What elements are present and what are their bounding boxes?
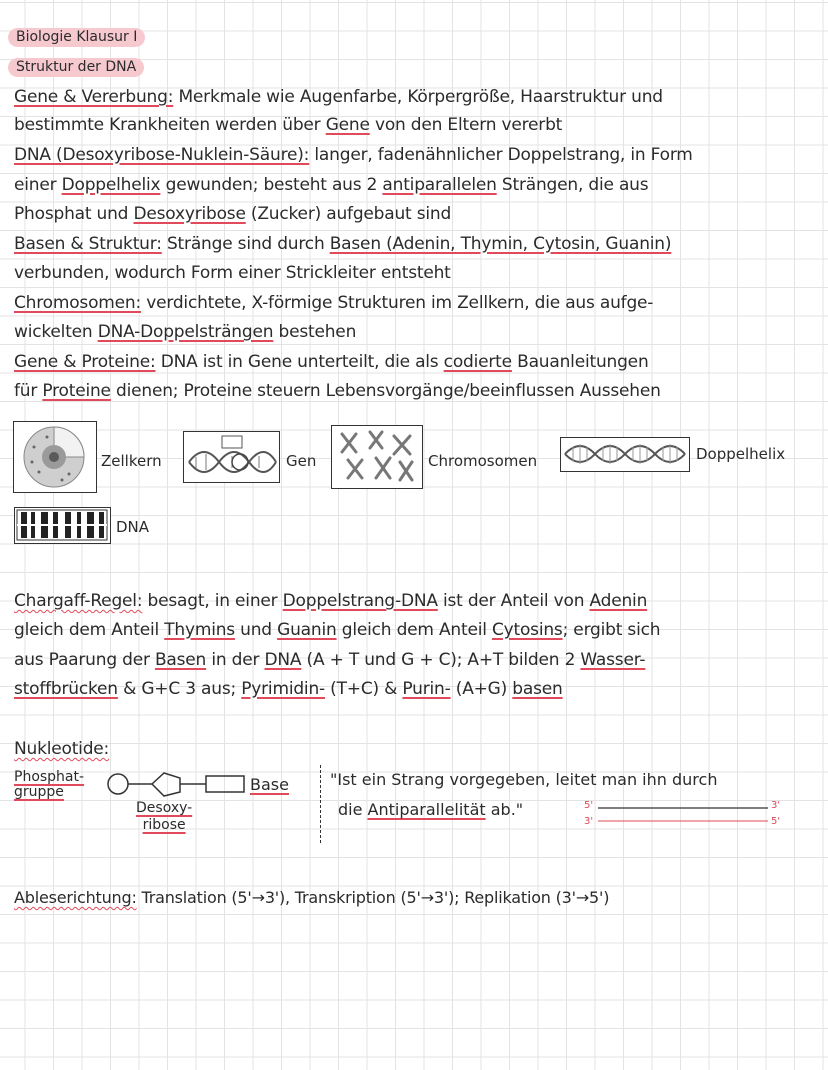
reading-key: Ableserichtung: [14,888,137,907]
gene-label: Gen [286,452,317,470]
nucleus-image [13,421,97,493]
text: DNA ist in Gene unterteilt, die als [155,352,444,372]
term-antiparallel: antiparallelen [382,175,497,195]
chromo-line-1 [14,292,653,314]
desoxyribose-label [136,800,192,834]
term-thymins: Thymins [164,620,235,640]
chromo-key: Chromosomen: [14,293,142,313]
helix-image [560,437,690,472]
text: dienen; Proteine steuern Lebensvorgänge/beeinflussen Aussehen [110,381,661,401]
term-purin: Purin- [402,679,451,699]
bases-line-1 [14,233,671,255]
text: (T+C) & [324,679,403,699]
term-adenin: Adenin [589,591,648,611]
text: Phosphat und [14,204,134,224]
text: von den Eltern vererbt [369,115,563,135]
text: wickelten [14,322,98,342]
base-rectangle-icon [206,776,244,792]
text: & G+C 3 aus; [117,679,242,699]
chargaff-key: Chargaff-Regel: [14,591,143,611]
text: (A + T und G + C); A+T bilden 2 [301,650,581,670]
dna-line-3 [14,203,451,225]
bases-list: (Adenin, Thymin, Cytosin, Guanin) [380,234,672,254]
desoxy-label-2: ribose [142,817,186,833]
strand-top-right: 3' [771,800,781,811]
phosphate-label-1: Phosphat- [14,769,85,785]
dna-line-2 [14,174,648,196]
page-subtitle: Struktur der DNA [8,58,144,77]
nucleotide-diagram [100,770,250,802]
base-label: Base [250,775,289,794]
dna-line-1 [14,144,693,166]
term-antiparallelitaet: Antiparallelität [367,800,486,819]
term-gene: Gene [325,115,370,135]
desoxy-label-1: Desoxy- [136,800,193,816]
term-proteine: Proteine [42,381,111,401]
term-cytosins: Cytosins [491,620,563,640]
text: in der [206,650,265,670]
strand-top-left: 5' [584,800,594,811]
phosphate-label-2: gruppe [14,784,64,800]
text: verdichtete, X-förmige Strukturen im Zellkern, die aus aufge- [141,293,654,313]
chromosomes-illustration-icon [332,426,421,487]
reading-direction-line [14,887,609,909]
text: gleich dem Anteil [14,620,165,640]
nucleotide-title-line [14,738,109,760]
gene-image [183,431,280,483]
strand-diagram [580,798,785,830]
proteins-line-1 [14,351,649,373]
page-title: Biologie Klausur I [8,28,145,47]
title-highlight [8,26,145,45]
text: Stränge sind durch [161,234,330,254]
text: verbunden, wodurch Form einer Strickleiter entsteht [14,263,451,283]
term-basen-2: basen [512,679,563,699]
chargaff-line-3 [14,649,645,671]
dna-key: DNA (Desoxyribose-Nuklein-Säure): [14,145,310,165]
chromosomes-label: Chromosomen [428,452,538,470]
bases-line-2 [14,262,451,284]
text: gewunden; besteht aus 2 [160,175,383,195]
quote-divider [320,765,321,843]
term-codierte: codierte [443,352,512,372]
text: aus Paarung der [14,650,155,670]
dna-ladder-illustration-icon [15,508,109,542]
chargaff-line-1 [14,590,647,612]
text: ab." [485,800,524,819]
text: gleich dem Anteil [336,620,492,640]
text: Bauanleitungen [511,352,649,372]
term-doppelhelix: Doppelhelix [61,175,161,195]
text: besagt, in einer [142,591,283,611]
term-stoffbruecken: stoffbrücken [14,679,118,699]
dna-image [14,507,111,544]
quote-line-2 [338,800,523,819]
bases-key: Basen & Struktur: [14,234,162,254]
text: Strängen, die aus [496,175,649,195]
text: (A+G) [450,679,513,699]
chargaff-line-4 [14,678,563,700]
helix-illustration-icon [561,438,688,470]
term-basen: Basen [154,650,207,670]
phosphate-circle-icon [108,774,128,794]
phosphate-label [14,770,84,800]
text: bestimmte Krankheiten werden über [14,115,326,135]
quote-line-1: "Ist ein Strang vorgegeben, leitet man ihn durch [330,770,718,789]
term-doppelstrang-dna: Doppelstrang-DNA [282,591,438,611]
nucleus-illustration-icon [14,422,95,491]
text: (Zucker) aufgebaut sind [245,204,452,224]
helix-label: Doppelhelix [696,445,786,463]
term-wasser: Wasser- [580,650,646,670]
strand-bottom-left: 3' [584,816,594,827]
text: langer, fadenähnlicher Doppelstrang, in Form [309,145,693,165]
nucleotide-title: Nukleotide: [14,739,110,759]
term-basen: Basen [329,234,381,254]
genes-line-2 [14,114,562,136]
subtitle-highlight [8,56,144,75]
term-dna-doppelstraenge: DNA-Doppelsträngen [97,322,274,342]
text: und [234,620,278,640]
text: bestehen [273,322,357,342]
nucleus-label: Zellkern [101,452,162,470]
chromosomes-image [331,425,423,489]
genes-line-1 [14,86,663,108]
genes-text: Merkmale wie Augenfarbe, Körpergröße, Haarstruktur und [173,87,663,107]
desoxyribose-pentagon-icon [152,773,180,796]
term-desoxyribose: Desoxyribose [133,204,246,224]
text: ; ergibt sich [562,620,661,640]
term-guanin: Guanin [277,620,337,640]
text: die [338,800,368,819]
genes-key: Gene & Vererbung: [14,87,174,107]
proteins-key: Gene & Proteine: [14,352,156,372]
term-pyrimidin: Pyrimidin- [241,679,325,699]
chargaff-line-2 [14,619,660,641]
text: ist der Anteil von [437,591,590,611]
term-dna: DNA [264,650,302,670]
text: einer [14,175,62,195]
text: für [14,381,43,401]
chromo-line-2 [14,321,356,343]
gene-illustration-icon [184,432,278,481]
dna-label: DNA [116,518,150,536]
reading-text: Translation (5'→3'), Transkription (5'→3'); Replikation (3'→5') [136,888,610,907]
strand-bottom-right: 5' [771,816,781,827]
proteins-line-2 [14,380,661,402]
